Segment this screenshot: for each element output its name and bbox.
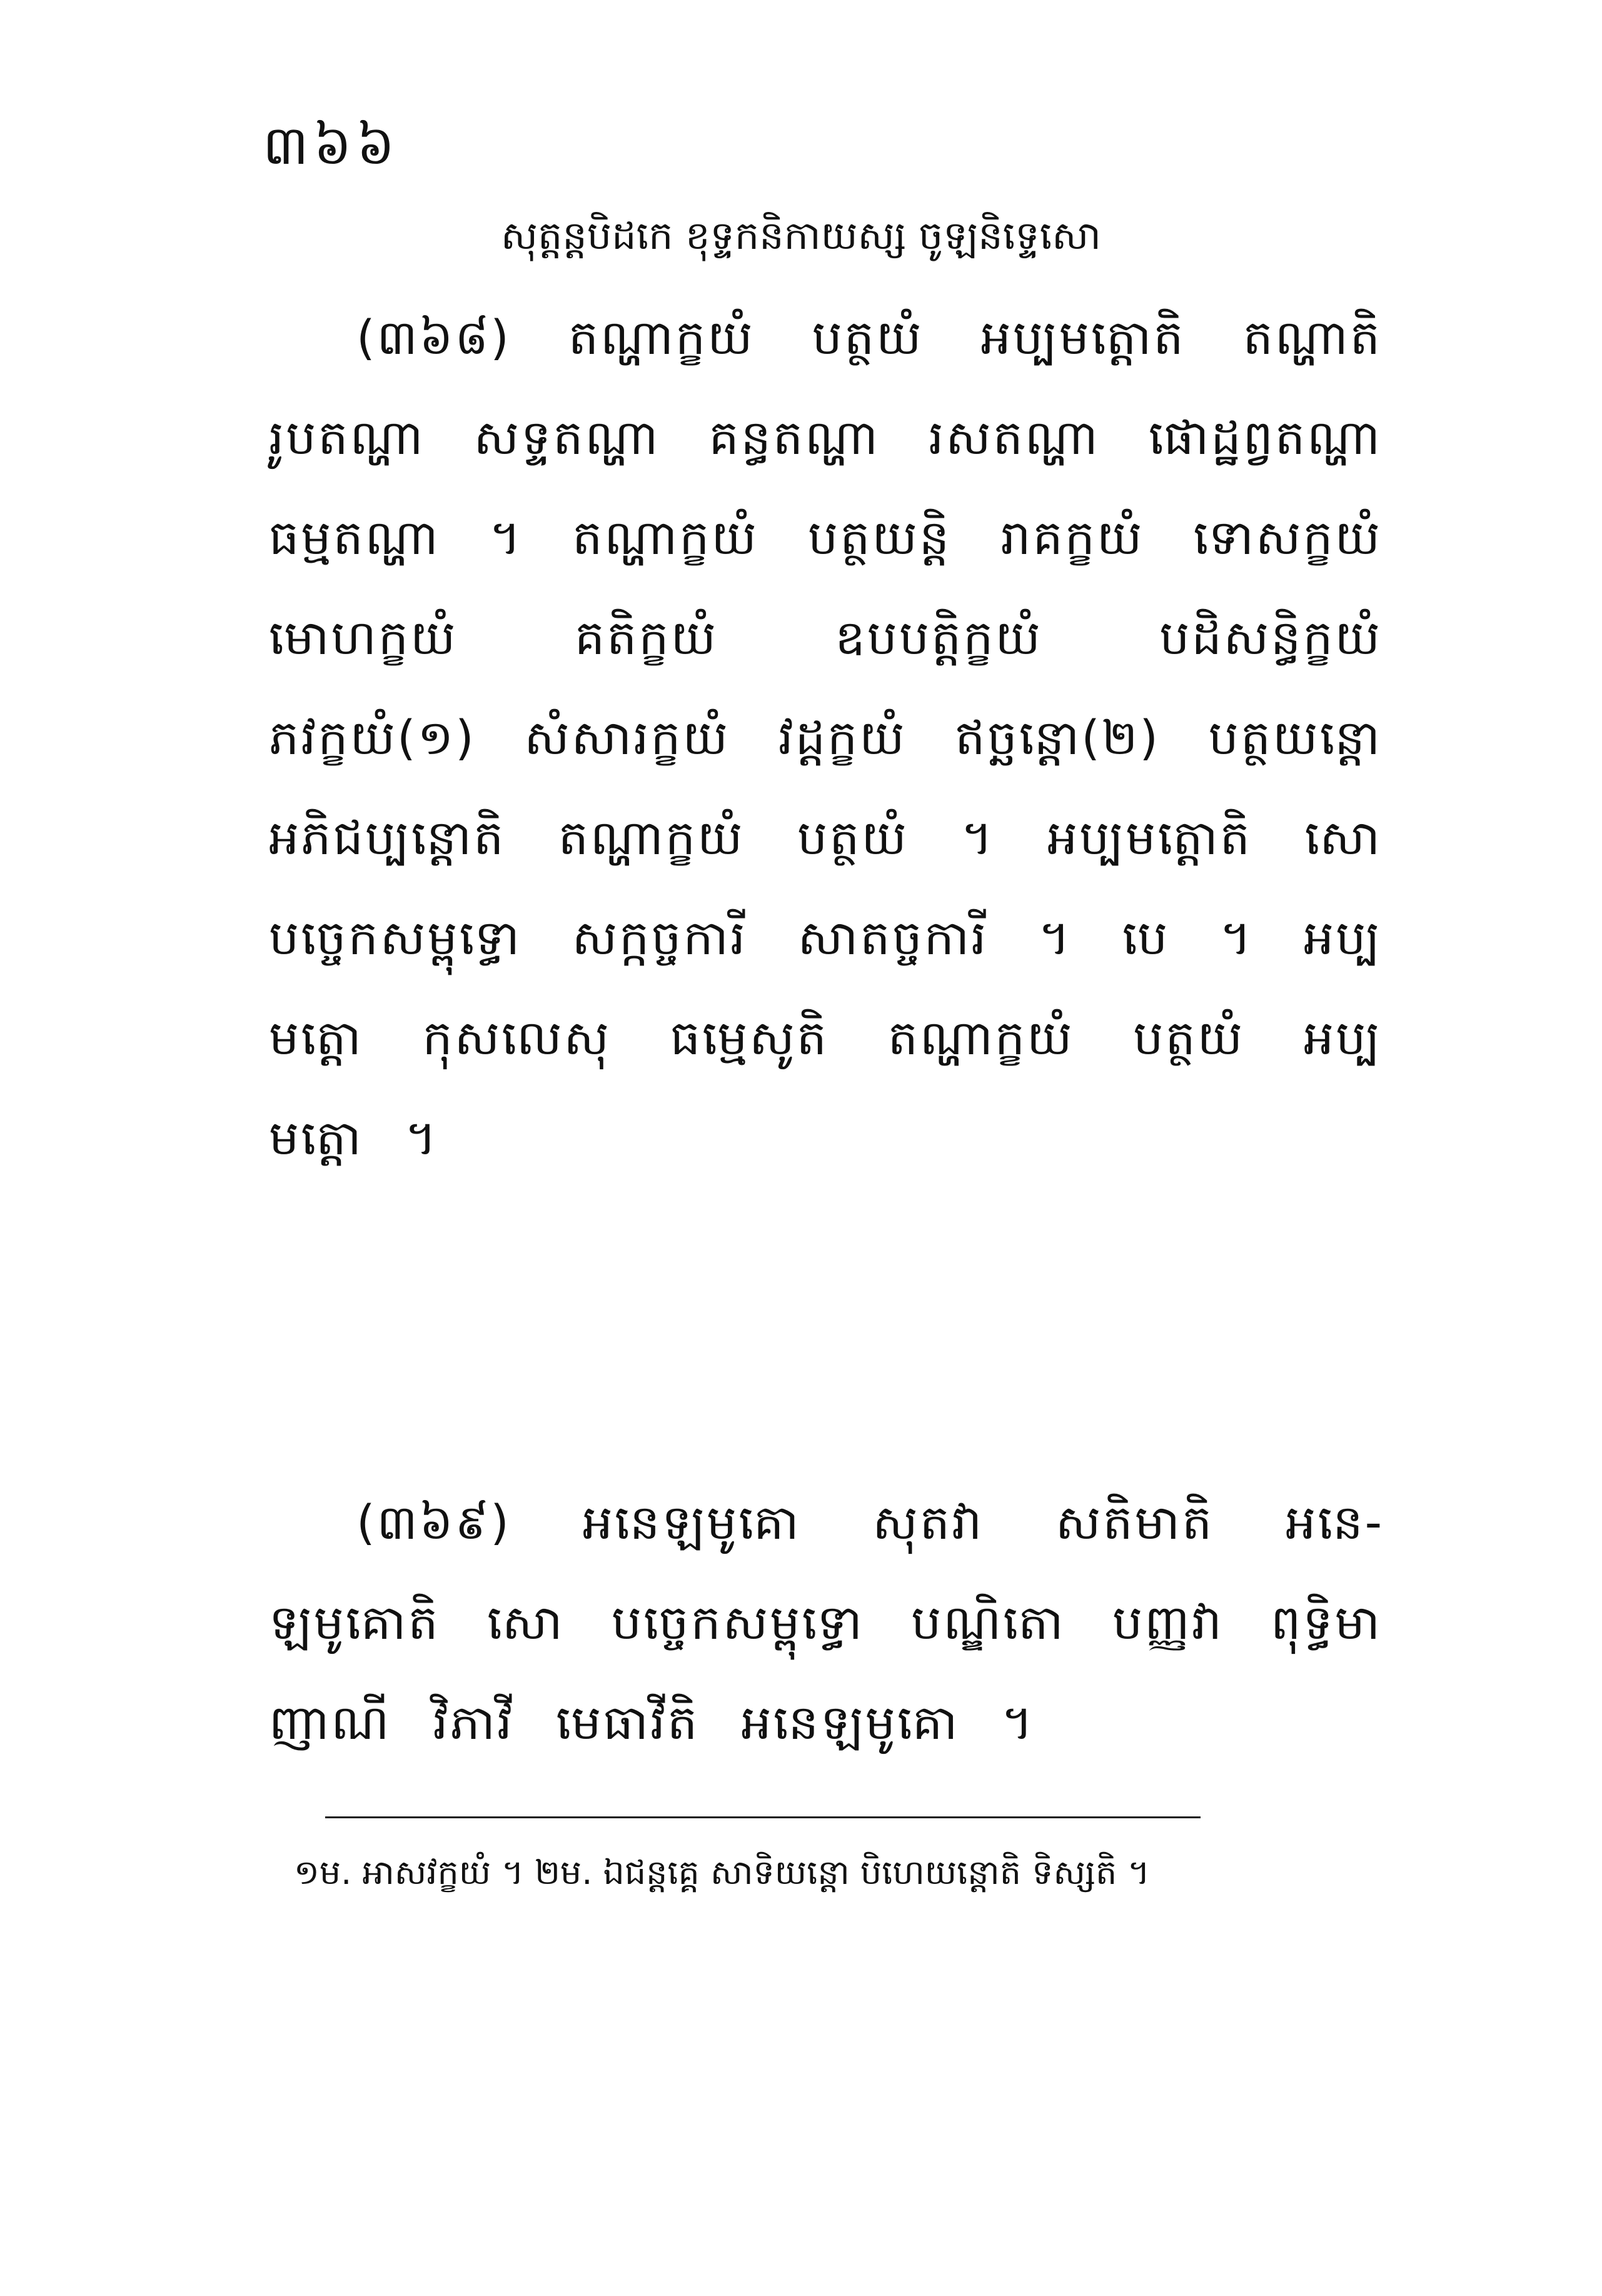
page-number: ៣៦៦ (263, 114, 400, 177)
running-header: សុត្តន្តបិដកេ ខុទ្ទកនិកាយស្ស ចូឡនិទ្ទេសោ (500, 213, 1102, 258)
paragraph-369: (៣៦៩) អនេឡមូគោ សុតវា សតិមាតិ អនេឡមូគោតិ សោ បច្ចេកសម្ពុទ្ធោ បណ្ឌិតោ បញ្ញវា ពុទ្ធិមា ញាណី វិភាវី មេធាវីតិ អនេឡមូគោ ។ (269, 1494, 1382, 1750)
footnotes: ១ម. អាសវក្ខយំ ។ ២ម. ឯជន្តគ្គេ សាទិយន្តោ បិហេយន្តោតិ ទិស្សតិ ។ (294, 1853, 1150, 1892)
footnote-divider (325, 1816, 1201, 1818)
paragraph-368: (៣៦៨) តណ្ហាក្ខយំ បត្ថយំ អប្បមត្តោតិ តណ្ហាតិ រូបតណ្ហា សទ្ទតណ្ហា គន្ធតណ្ហា រសតណ្ហា ផោដ្ឋព្វតណ្ហា ធម្មតណ្ហា ។ តណ្ហាក្ខយំ បត្ថយន្តិ រាគក្ខយំ ទោសក្ខយំ មោហក្ខយំ គតិក្ខយំ ឧបបត្តិក្ខយំ បដិសន្ធិក្ខយំ ភវក្ខយំ(១) សំសារក្ខយំ វដ្ដក្ខយំ ឥច្ឆន្តោ(២) បត្ថយន្តោ អភិជប្បន្តោតិ តណ្ហាក្ខយំ បត្ថយំ ។ អប្បមត្តោតិ សោ បច្ចេកសម្ពុទ្ធោ សក្កច្ចការី សាតច្ចការី ។ បេ ។ អប្បមត្តោ កុសលេសុ ធម្មេសូតិ តណ្ហាក្ខយំ បត្ថយំ អប្បមត្តោ ។ (269, 310, 1382, 1166)
